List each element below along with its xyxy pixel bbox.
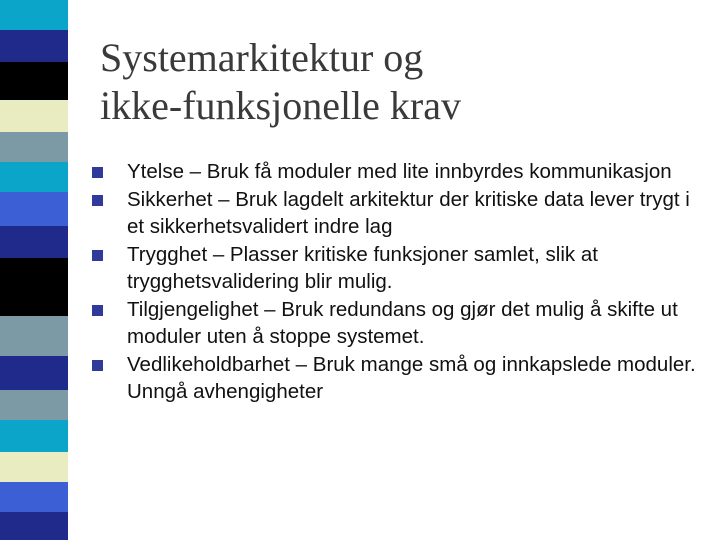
stripe-block (0, 316, 68, 356)
stripe-block (0, 162, 68, 192)
bullet-text: Sikkerhet – Bruk lagdelt arkitektur der kritiske data lever trygt i et sikkerhetsvalidert indre lag (127, 187, 690, 238)
list-item (92, 351, 702, 406)
stripe-block (0, 0, 68, 30)
stripe-block (0, 226, 68, 258)
stripe-block (0, 258, 68, 316)
stripe-block (0, 356, 68, 390)
square-bullet-icon (92, 305, 103, 316)
bullet-list (92, 158, 702, 406)
stripe-block (0, 62, 68, 100)
stripe-block (0, 452, 68, 482)
stripe-block (0, 420, 68, 452)
bullet-text: Tilgjengelighet – Bruk redundans og gjør det mulig å skifte ut moduler uten å stoppe systemet. (127, 297, 678, 348)
stripe-block (0, 512, 68, 540)
decorative-stripe (0, 0, 68, 540)
slide-title-line-1: Systemarkitektur og (100, 35, 424, 80)
square-bullet-icon (92, 250, 103, 261)
stripe-block (0, 390, 68, 420)
square-bullet-icon (92, 360, 103, 371)
stripe-block (0, 100, 68, 132)
bullet-text: Trygghet – Plasser kritiske funksjoner samlet, slik at trygghetsvalidering blir mulig. (127, 242, 598, 293)
bullet-text: Ytelse – Bruk få moduler med lite innbyrdes kommunikasjon (127, 160, 672, 183)
square-bullet-icon (92, 167, 103, 178)
square-bullet-icon (92, 195, 103, 206)
list-item (92, 186, 702, 241)
list-item (92, 241, 702, 296)
bullet-text: Vedlikeholdbarhet – Bruk mange små og innkapslede moduler. Unngå avhengigheter (127, 352, 696, 403)
list-item (92, 296, 702, 351)
stripe-block (0, 192, 68, 226)
slide-title (100, 34, 700, 130)
stripe-block (0, 30, 68, 62)
slide-title-line-2: ikke-funksjonelle krav (100, 83, 461, 128)
stripe-block (0, 132, 68, 162)
stripe-block (0, 482, 68, 512)
list-item (92, 158, 702, 186)
